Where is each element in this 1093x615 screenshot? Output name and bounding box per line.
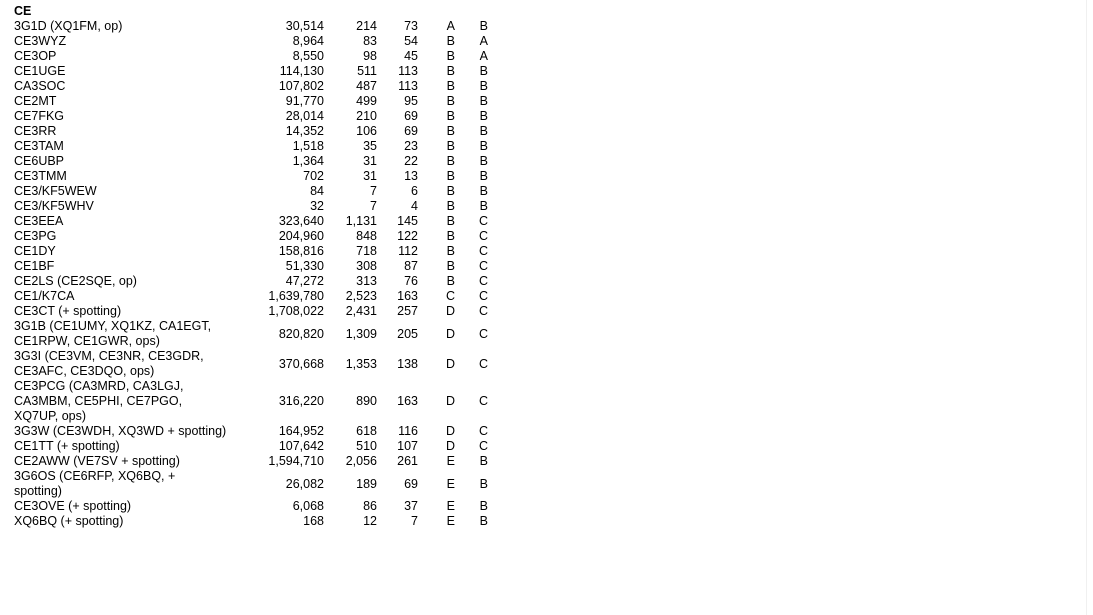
category-cell: B [479,94,488,108]
category-cell: A [479,34,488,48]
table-row [14,94,488,109]
class-cell: B [446,259,455,273]
table-row [14,154,488,169]
category-cell: B [479,514,488,528]
score-cell: 1,639,780 [268,289,324,303]
qso-count-cell: 510 [356,439,377,453]
callsign-cell: CE1/K7CA [14,289,75,303]
multiplier-cell: 95 [404,94,418,108]
table-row [14,349,488,379]
qso-count-cell: 7 [370,184,377,198]
score-cell: 1,594,710 [268,454,324,468]
table-row [14,79,488,94]
category-cell: B [479,64,488,78]
table-row [14,499,488,514]
category-cell: B [479,184,488,198]
callsign-cell: CE3OVE (+ spotting) [14,499,132,513]
class-cell: B [446,139,455,153]
table-row [14,304,488,319]
class-cell: B [446,94,455,108]
category-cell: C [478,439,488,453]
table-row [14,64,488,79]
class-cell: B [446,169,455,183]
qso-count-cell: 98 [363,49,377,63]
callsign-cell: CA3SOC [14,79,66,93]
qso-count-cell: 718 [356,244,377,258]
class-cell: B [446,184,455,198]
qso-count-cell: 1,131 [345,214,377,228]
class-cell: C [445,289,455,303]
class-cell: B [446,49,455,63]
multiplier-cell: 138 [397,356,418,371]
callsign-cell: CE3OP [14,49,57,63]
table-row [14,19,488,34]
multiplier-cell: 6 [411,184,418,198]
qso-count-cell: 848 [356,229,377,243]
category-cell: B [479,199,488,213]
qso-count-cell: 618 [356,424,377,438]
multiplier-cell: 76 [404,274,418,288]
category-cell: C [478,229,488,243]
category-cell: B [479,109,488,123]
class-cell: D [445,439,455,453]
multiplier-cell: 145 [397,214,418,228]
qso-count-cell: 2,431 [345,304,377,318]
score-cell: 6,068 [292,499,324,513]
table-row [14,469,488,499]
callsign-cell: CE3EEA [14,214,64,228]
score-cell: 32 [310,199,324,213]
class-cell: A [446,19,455,33]
score-cell: 164,952 [278,424,324,438]
score-cell: 84 [310,184,324,198]
table-row [14,439,488,454]
callsign-cell: 3G1B (CE1UMY, XQ1KZ, CA1EGT, CE1RPW, CE1GWR, ops) [14,319,212,348]
class-cell: E [446,454,455,468]
score-cell: 91,770 [285,94,324,108]
callsign-cell: CE7FKG [14,109,65,123]
score-cell: 204,960 [278,229,324,243]
callsign-cell: CE3RR [14,124,57,138]
callsign-cell: CE3CT (+ spotting) [14,304,122,318]
category-cell: C [478,259,488,273]
table-row [14,169,488,184]
class-cell: D [445,394,455,408]
multiplier-cell: 87 [404,259,418,273]
table-row [14,244,488,259]
qso-count-cell: 313 [356,274,377,288]
qso-count-cell: 31 [363,154,377,168]
multiplier-cell: 69 [404,124,418,138]
multiplier-cell: 122 [397,229,418,243]
class-cell: E [446,514,455,528]
category-cell: B [479,79,488,93]
score-cell: 316,220 [278,394,324,408]
multiplier-cell: 112 [398,244,418,258]
category-cell: C [478,326,488,341]
qso-count-cell: 890 [356,394,377,408]
score-cell: 14,352 [285,124,324,138]
class-cell: D [445,356,455,371]
multiplier-cell: 22 [404,154,418,168]
score-cell: 702 [303,169,324,183]
qso-count-cell: 83 [363,34,377,48]
callsign-cell: CE1DY [14,244,56,258]
qso-count-cell: 2,056 [345,454,377,468]
multiplier-cell: 257 [397,304,418,318]
class-cell: B [446,154,455,168]
callsign-cell: CE3TAM [14,139,64,153]
score-cell: 323,640 [278,214,324,228]
callsign-cell: CE2MT [14,94,57,108]
score-cell: 8,550 [292,49,324,63]
callsign-cell: CE3WYZ [14,34,67,48]
class-cell: B [446,214,455,228]
callsign-cell: CE2LS (CE2SQE, op) [14,274,137,288]
page-edge-divider [1086,0,1087,615]
callsign-cell: 3G1D (XQ1FM, op) [14,19,123,33]
callsign-cell: 3G3W (CE3WDH, XQ3WD + spotting) [14,424,227,438]
score-cell: 1,708,022 [268,304,324,318]
class-cell: E [446,499,455,513]
callsign-cell: CE3/KF5WHV [14,199,94,213]
category-cell: B [479,454,488,468]
score-cell: 114,130 [279,64,324,78]
qso-count-cell: 7 [370,199,377,213]
callsign-cell: CE1UGE [14,64,66,78]
score-cell: 26,082 [285,476,324,491]
callsign-cell: CE1TT (+ spotting) [14,439,120,453]
multiplier-cell: 116 [398,424,418,438]
qso-count-cell: 487 [356,79,377,93]
results-table [14,19,488,529]
score-cell: 107,642 [278,439,324,453]
score-cell: 168 [303,514,324,528]
results-table-body [14,19,488,529]
qso-count-cell: 106 [356,124,377,138]
category-cell: C [478,394,488,408]
category-cell: B [479,19,488,33]
category-cell: C [478,274,488,288]
multiplier-cell: 113 [398,79,418,93]
multiplier-cell: 261 [397,454,418,468]
multiplier-cell: 13 [404,169,418,183]
callsign-cell: CE1BF [14,259,55,273]
category-cell: B [479,476,488,491]
category-cell: C [478,289,488,303]
multiplier-cell: 23 [404,139,418,153]
callsign-cell: CE3/KF5WEW [14,184,97,198]
qso-count-cell: 86 [363,499,377,513]
table-row [14,124,488,139]
score-cell: 51,330 [285,259,324,273]
qso-count-cell: 499 [356,94,377,108]
multiplier-cell: 37 [404,499,418,513]
multiplier-cell: 107 [397,439,418,453]
class-cell: D [445,304,455,318]
score-cell: 158,816 [278,244,324,258]
multiplier-cell: 69 [404,109,418,123]
class-cell: B [446,229,455,243]
category-cell: B [479,154,488,168]
callsign-cell: XQ6BQ (+ spotting) [14,514,124,528]
multiplier-cell: 4 [411,199,418,213]
score-cell: 820,820 [278,326,324,341]
callsign-cell: CE6UBP [14,154,65,168]
table-row [14,454,488,469]
score-cell: 28,014 [285,109,324,123]
qso-count-cell: 1,353 [345,356,377,371]
qso-count-cell: 214 [356,19,377,33]
table-row [14,289,488,304]
table-row [14,514,488,529]
category-cell: C [478,244,488,258]
table-row [14,229,488,244]
callsign-cell: CE3PCG (CA3MRD, CA3LGJ, CA3MBM, CE5PHI, CE7PGO, XQ7UP, ops) [14,379,184,423]
category-cell: C [478,424,488,438]
class-cell: B [446,274,455,288]
multiplier-cell: 113 [398,64,418,78]
table-row [14,34,488,49]
score-cell: 1,518 [292,139,324,153]
table-row [14,424,488,439]
score-cell: 8,964 [292,34,324,48]
qso-count-cell: 210 [356,109,377,123]
category-cell: C [478,356,488,371]
multiplier-cell: 205 [397,326,418,341]
multiplier-cell: 163 [397,289,418,303]
multiplier-cell: 73 [404,19,418,33]
table-row [14,214,488,229]
score-cell: 47,272 [285,274,324,288]
class-cell: E [446,476,455,491]
category-cell: B [479,124,488,138]
table-row [14,319,488,349]
category-cell: B [479,169,488,183]
score-cell: 30,514 [285,19,324,33]
class-cell: D [445,326,455,341]
class-cell: B [446,34,455,48]
section-title: CE [14,4,32,18]
class-cell: B [446,199,455,213]
multiplier-cell: 69 [404,476,418,491]
multiplier-cell: 54 [404,34,418,48]
category-cell: A [479,49,488,63]
category-cell: B [479,499,488,513]
qso-count-cell: 189 [356,476,377,491]
callsign-cell: 3G6OS (CE6RFP, XQ6BQ, + spotting) [14,469,176,498]
multiplier-cell: 45 [404,49,418,63]
qso-count-cell: 1,309 [345,326,377,341]
class-cell: B [446,79,455,93]
class-cell: B [446,109,455,123]
multiplier-cell: 7 [411,514,418,528]
score-cell: 107,802 [278,79,324,93]
category-cell: C [478,214,488,228]
qso-count-cell: 12 [363,514,377,528]
table-row [14,109,488,124]
qso-count-cell: 511 [357,64,377,78]
table-row [14,259,488,274]
table-row [14,379,488,424]
class-cell: B [446,124,455,138]
callsign-cell: CE3PG [14,229,57,243]
table-row [14,139,488,154]
class-cell: D [445,424,455,438]
table-row [14,199,488,214]
table-row [14,184,488,199]
class-cell: B [446,64,455,78]
category-cell: B [479,139,488,153]
results-page [14,4,488,529]
class-cell: B [446,244,455,258]
score-cell: 1,364 [292,154,324,168]
table-row [14,49,488,64]
multiplier-cell: 163 [397,394,418,408]
category-cell: C [478,304,488,318]
table-row [14,274,488,289]
qso-count-cell: 308 [356,259,377,273]
callsign-cell: CE3TMM [14,169,67,183]
callsign-cell: CE2AWW (VE7SV + spotting) [14,454,180,468]
score-cell: 370,668 [278,356,324,371]
qso-count-cell: 2,523 [345,289,377,303]
qso-count-cell: 31 [363,169,377,183]
qso-count-cell: 35 [363,139,377,153]
callsign-cell: 3G3I (CE3VM, CE3NR, CE3GDR, CE3AFC, CE3DQO, ops) [14,349,204,378]
